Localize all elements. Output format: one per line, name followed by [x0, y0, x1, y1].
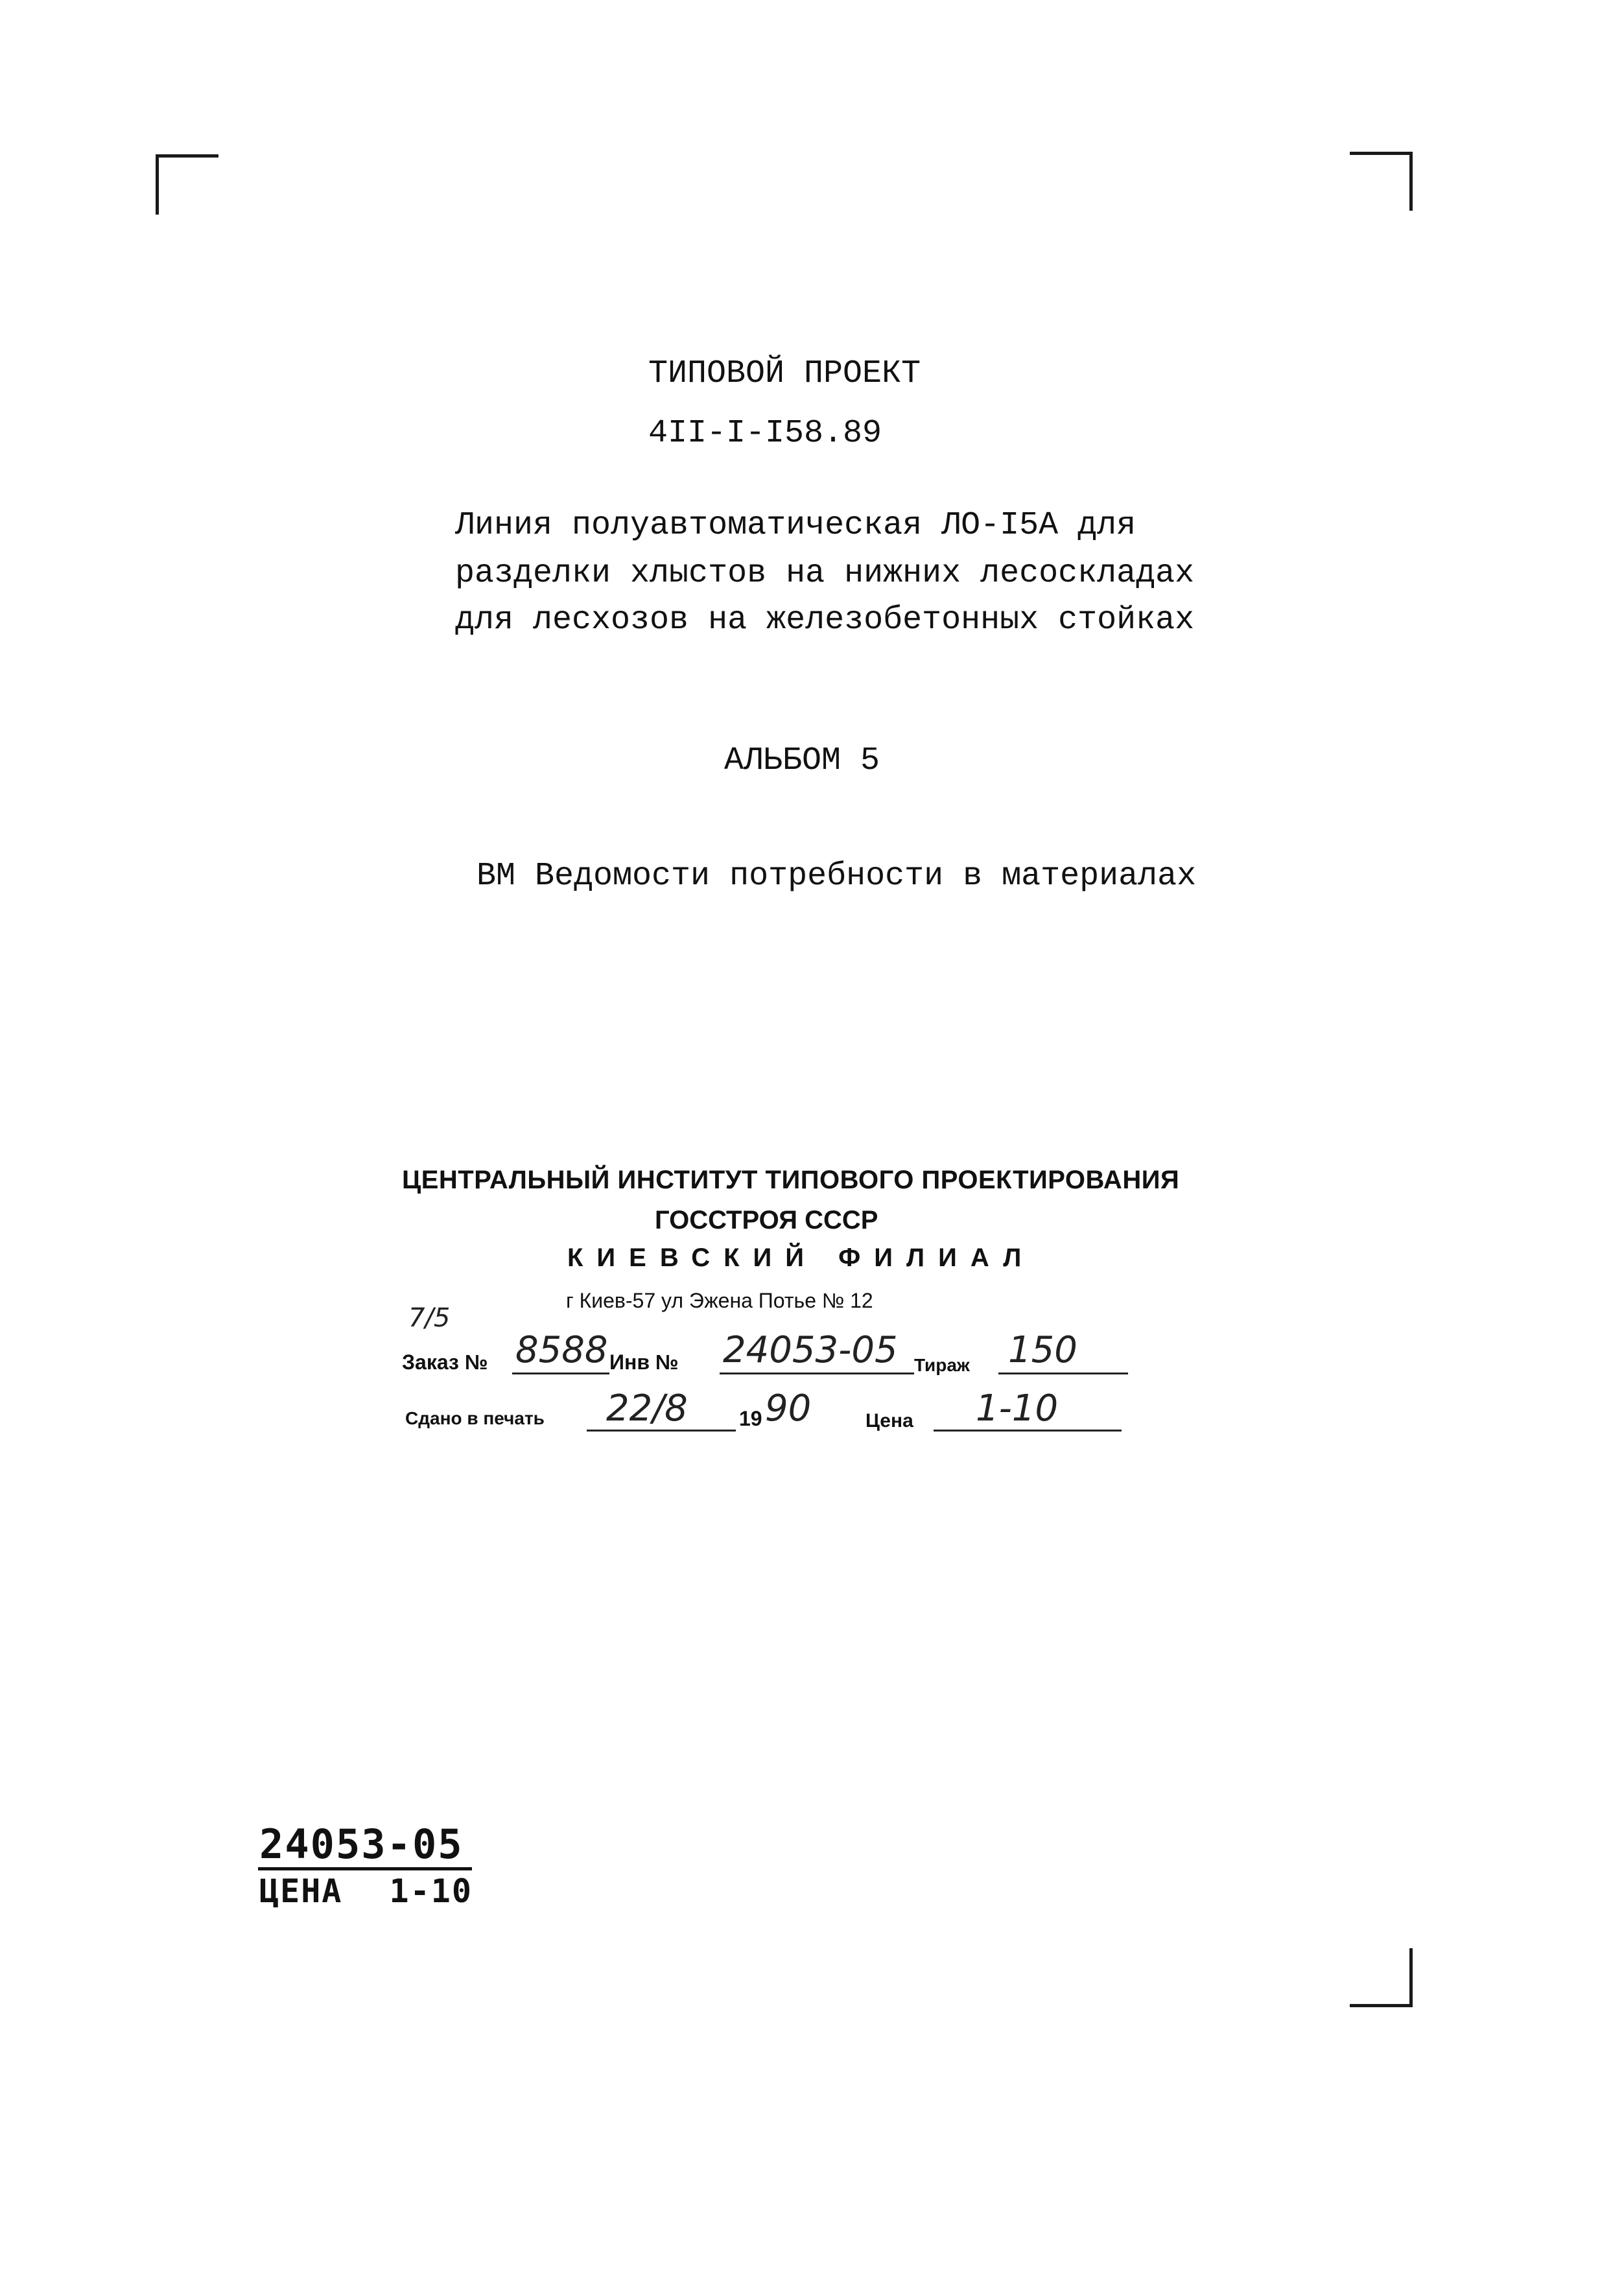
print-date-underline [587, 1430, 736, 1432]
crop-mark-top-right [1350, 152, 1413, 211]
stamp-price [259, 1872, 473, 1910]
order-label: Заказ № [402, 1350, 488, 1374]
price-underline [934, 1430, 1122, 1432]
year-value: 90 [765, 1387, 812, 1430]
doc-type-title: ТИПОВОЙ ПРОЕКТ [648, 355, 921, 392]
stamp-price-label: ЦЕНА [259, 1872, 343, 1910]
inv-value: 24053-05 [723, 1329, 898, 1371]
project-code: 4II-I-I58.89 [648, 415, 882, 452]
stamp-price-value: 1-10 [389, 1872, 473, 1910]
print-label: Сдано в печать [405, 1408, 545, 1428]
publisher-org: ГОССТРОЯ СССР [655, 1206, 878, 1234]
price-value: 1-10 [976, 1387, 1059, 1430]
order-value: 8588 [515, 1329, 608, 1371]
stamp-code: 24053-05 [259, 1821, 464, 1868]
crop-mark-top-left [156, 154, 218, 215]
publisher-branch: КИЕВСКИЙ ФИЛИАЛ [567, 1243, 1035, 1272]
description-line-1: Линия полуавтоматическая ЛО-I5А для [455, 507, 1136, 544]
order-note: 7/5 [408, 1303, 451, 1333]
publisher-name: ЦЕНТРАЛЬНЫЙ ИНСТИТУТ ТИПОВОГО ПРОЕКТИРОВАНИЯ [402, 1166, 1180, 1194]
inv-label: Инв № [609, 1350, 679, 1374]
inv-underline [720, 1373, 914, 1374]
description-line-2: разделки хлыстов на нижних лесоскладах [455, 555, 1195, 592]
publisher-address: г Киев-57 ул Эжена Потье № 12 [566, 1289, 873, 1312]
price-label: Цена [865, 1410, 913, 1432]
description-line-3: для лесхозов на железобетонных стойках [455, 602, 1195, 639]
print-date: 22/8 [606, 1387, 688, 1430]
run-label: Тираж [914, 1355, 970, 1375]
order-underline [512, 1373, 609, 1374]
album-title: АЛЬБОМ 5 [724, 742, 880, 779]
year-prefix: 19 [739, 1407, 762, 1430]
stamp-divider [258, 1867, 472, 1870]
album-contents: ВМ Ведомости потребности в материалах [477, 858, 1197, 895]
crop-mark-bottom-right [1350, 1948, 1413, 2007]
run-value: 150 [1008, 1329, 1077, 1371]
run-underline [998, 1373, 1128, 1374]
